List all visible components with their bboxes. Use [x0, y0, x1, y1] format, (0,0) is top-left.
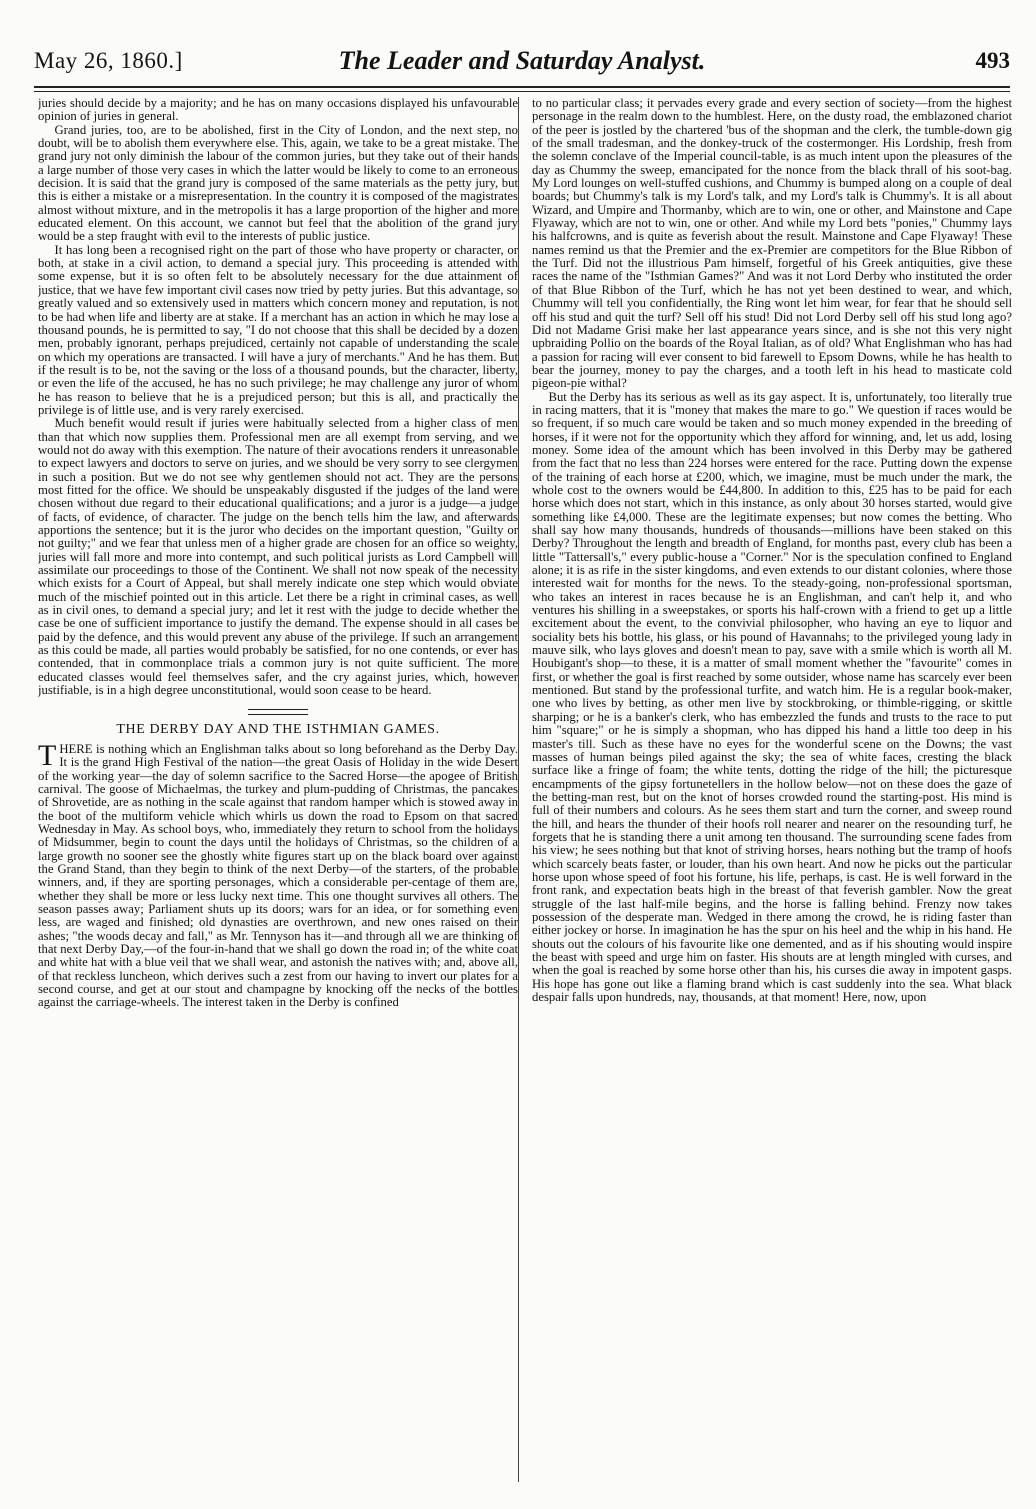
paragraph: But the Derby has its serious as well as its gay aspect. It is, unfortunately, too literally true in racing matters, that it is "money that makes the mare to go." We question if races would be so frequent, if so much care would be taken and so much money expended in the breeding of horses, if it were not for the opportunity which they afford for winning, and, let us add, losing money. Some idea of the amount which has been involved in this Derby may be gathered from the fact that no less than 224 horses were entered for the race. Putting down the expense of the training of each horse at £200, which, we imagine, must be much under the mark, the whole cost to the owners would be £44,800. In addition to this, £25 has to be paid for each horse which does not start, which in this instance, as only about 30 horses started, would give something like £4,000. These are the legitimate expenses; but now comes the betting. Who shall say how many thousands, hundreds of thousands—millions have been staked on this Derby? Throughout the length and breadth of England, for months past, every club has been a little "Tattersall's," every public-house a "Corner." Nor is the speculation confined to England alone; it is as rife in the sister kingdoms, and even extends to our distant colonies, where those interested wait for months for the news. To the steady-going, non-professional sportsman, who takes an interest in races because he is an Englishman, and can't help it, and who ventures his shilling in a sweepstakes, or sports his half-crown with a friend to get up a little excitement about the event, to the convivial philosopher, who having an eye to liquor and sociality bets his bottle, his glass, or his pound of Havannahs; to the privileged young lady in mauve silk, who lays gloves and doesn't mean to pay, save with a smile which is worth all M. Houbigant's shop—to these, it is a matter of small moment whether the "favourite" comes in first, or whether the goal is first reached by some outsider, whose name has scarcely ever been mentioned. But stand by the professional turfite, and watch him. He is a regular book-maker, one who lives by betting, as other men live by stockbroking, or thimble-rigging, or skittle sharping; or he is a banker's clerk, who has embezzled the funds and trusts to the race to put him "square;" or he is simply a shopman, who has dipped his hand a little too deep in his master's till. Such as these have no eyes for the wonderful scene on the Downs; the vast masses of human beings piled against the sky; the sea of white faces, cresting the black surface like a fringe of foam; the white tents, dotting the ridge of the hill; the picturesque encampments of the gipsy fortunetellers in the hollow below—not on these does the gaze of the betting-man rest, but on the knot of horses crowded round the starting-post. His mind is full of their numbers and colours. As he sees them start and turn the corner, and sweep round the hill, and hears the thunder of their hoofs roll nearer and nearer on the resounding turf, he forgets that he is standing there a unit among ten thousand. The surrounding scene fades from his view; he sees nothing but that knot of striving horses, hears nothing but the tramp of hoofs which scarcely beats faster, or louder, than his own heart. And now he picks out the particular horse upon whose speed of foot his fortune, his life, perhaps, is cast. He is well forward in the front rank, and expectation beats high in the breast of that feverish gambler. Now the great struggle of the last half-mile begins, and the horse is falling behind. Frenzy now takes possession of the desperate man. Wedged in there among the crowd, he is riding faster than either jockey or horse. In imagination he has the spur on his heel and the whip in his hand. He shouts out the colours of his favourite like one demented, and as if his shouting would inspire the beast with speed and urge him on faster. His shouts are at length mingled with curses, and when the goal is reached by some horse other than his, his curses die away in impotent gasps. His hope has gone out like a flaming brand which is cast suddenly into the sea. What black despair falls upon hundreds, nay, thousands, at that moment! Here, now, upon — [532, 389, 1012, 1005]
masthead-rule — [34, 86, 1010, 88]
section-rule — [248, 714, 308, 715]
paragraph: Much benefit would result if juries were habitually selected from a higher class of men than that which now supplies them. Professional men are all exempt from serving, and we would not do away with this exemption. The nature of their avocations renders it unreasonable to expect lawyers and doctors to serve on juries, and we should be very sorry to see clergymen in such a position. But we do not see why gentlemen should not act. They are the persons most fitted for the office. We should be unspeakably disgusted if the judges of the land were chosen without due regard to their educational qualifications; and a juror is a judge—a judge of facts, of evidence, of character. The judge on the bench tells him the law, and afterwards apportions the sentence; but it is the juror who decides on the important question, "Guilty or not guilty;" and we fear that unless men of a higher grade are chosen for an office so weighty, juries will fall more and more into contempt, and such political jurists as Lord Campbell will assimilate our proceedings to those of the Continent. We shall not now speak of the necessity which exists for a Court of Appeal, but shall merely indicate one step which would obviate much of the mischief pointed out in this article. Let there be a right in criminal cases, as well as in civil ones, to demand a special jury; and let it rest with the judge to decide whether the case be one of sufficient importance to justify the demand. The expense should in all cases be paid by the defence, and this would prevent any abuse of the privilege. If such an arrangement as this could be made, all parties would probably be satisfied, for no one contends, or ever has contended, that in commonplace trials a common jury is not quite sufficient. The more educated classes would feel themselves safer, and the cry against juries, which, however justifiable, is in a high degree unconstitutional, would soon cease to be heard. — [38, 416, 518, 698]
paragraph: juries should decide by a majority; and he has on many occasions displayed his unfavourable opinion of juries in general. — [38, 97, 518, 124]
page-number: 493 — [975, 48, 1010, 73]
article-heading: THE DERBY DAY AND THE ISTHMIAN GAMES. — [116, 722, 440, 738]
paragraph: to no particular class; it pervades every grade and every section of society—from the highest personage in the realm down to the humblest. Here, on the dusty road, the emblazoned chariot of the peer is jostled by the chartered 'bus of the shopman and the clerk, the tumble-down gig of the small tradesman, and the donkey-truck of the costermonger. His Lordship, fresh from the solemn conclave of the Imperial council-table, is as much intent upon the pleasures of the day as Chummy the sweep, emancipated for the nonce from the black thrall of his soot-bag. My Lord lounges on well-stuffed cushions, and Chummy is bumped along on a couple of deal boards; but Chummy's talk is my Lord's talk, and my Lord's talk is Chummy's. It is all about Wizard, and Umpire and Thormanby, which are to win, one or other, and Mainstone and Cape Flyaway, which are not to win, one or other. And while my Lord bets "ponies," Chummy lays his halfcrowns, and is quite as feverish about the result. Mainstone and Cape Flyaway! These names remind us that the Premier and the ex-Premier are competitors for the Blue Ribbon of the Turf. Did not the illustrious Pam himself, forgetful of his Greek antiquities, give these races the name of the "Isthmian Games?" And was it not Lord Derby who instituted the order of that Blue Ribbon of the Turf, which he has not yet been destined to wear, and which, Chummy will tell you confidentially, the Ring wont let him wear, for fear that he should sell off his stud and quit the turf? Sell off his stud! Did not Lord Derby sell off his stud long ago? Did not Madame Grisi make her last appearance years since, and is she not this very night upbraiding Pollio on the boards of the Royal Italian, as of old? What Englishman who has had a passion for racing will ever consent to bid farewell to Epsom Downs, while he has health to bear the journey, money to pay the charges, and a tooth left in his head to masticate cold pigeon-pie withal? — [532, 97, 1012, 391]
issue-date: May 26, 1860.] — [34, 48, 183, 73]
right-column — [532, 97, 1012, 1482]
publication-title: The Leader and Saturday Analyst. — [338, 46, 706, 75]
masthead — [34, 44, 1010, 84]
article-text: HERE is nothing which an Englishman talks about so long beforehand as the Derby Day. It is the grand High Festival of the nation—the great Oasis of Holiday in the wide Desert of the working year—the day of solemn sacrifice to the Sacred Horse—the apogee of British carnival. The goose of Michaelmas, the turkey and plum-pudding of Christmas, the pancakes of Shrovetide, are as nothing in the scale against that random hamper which is stowed away in the boot of the multiform vehicle which whirls us down the road to Epsom on that sacred Wednesday in May. As school boys, who, immediately they return to school from the holidays of Midsummer, begin to count the days until the holidays of Christmas, so the children of a large growth no sooner see the ghostly white figures start up on the black board over against the Grand Stand, than they begin to think of the next Derby—of the starters, of the probable winners, and, if they are sporting personages, which a considerable per-centage of them are, whether they shall be more or less lucky next time. This one thought survives all others. The season passes away; Parliament shuts up its doors; wars for an idea, or for something even less, are waged and finished; old dynasties are overthrown, and new ones raised on their ashes; "the woods decay and fall," as Mr. Tennyson has it—and through all we are thinking of that next Derby Day,—of the four-in-hand that we shall go down the road in; of the white coat and white hat with a blue veil that we shall wear, and astonish the natives with; and, above all, of that reckless luncheon, which derives such a zest from our having to invert our plates for a second course, and get at our stout and champagne by knocking off the necks of the bottles against the carriage-wheels. The interest taken in the Derby is confined — [38, 741, 518, 1010]
column-divider — [518, 97, 519, 1482]
section-rule — [248, 709, 308, 710]
left-column — [38, 97, 518, 1482]
drop-cap: T — [38, 738, 57, 772]
masthead-rule-thin — [34, 91, 1010, 92]
paragraph: It has long been a recognised right on the part of those who have property or character, or both, at stake in a civil action, to demand a special jury. This proceeding is attended with some expense, but it is so often felt to be absolutely necessary for the due attainment of justice, that we have few important civil cases now tried by petty juries. But this advantage, so greatly valued and so extensively used in matters which concern money and reputation, is not to be had when life and liberty are at stake. If a merchant has an action in which he may lose a thousand pounds, he is permitted to say, "I do not choose that this shall be decided by a dozen men, probably ignorant, perhaps prejudiced, certainly not capable of understanding the scale on which my operations are transacted. I will have a jury of merchants." And he has them. But if the result is to be, not the saving or the loss of a thousand pounds, but the character, liberty, or even the life of the accused, he has no such privilege; he may challenge any juror of whom he has reason to believe that he is a prejudiced person; but this is all, and practically the privilege is of little use, and is very rarely exercised. — [38, 242, 518, 417]
article-paragraph — [38, 738, 518, 1010]
paragraph: Grand juries, too, are to be abolished, first in the City of London, and the next step, no doubt, will be to abolish them everywhere else. This, again, we take to be a great mistake. The grand jury not only diminish the labour of the common juries, but they take out of their hands a large number of those very cases in which the latter would be likely to come to an erroneous decision. It is said that the grand jury is composed of the same materials as the petty jury, but this is either a mistake or a misrepresentation. In the country it is composed of the magistrates almost without mixture, and in the metropolis it has a large proportion of the higher and more educated element. On this account, we cannot but feel that the abolition of the grand jury would be a step fraught with evil to the interests of public justice. — [38, 122, 518, 244]
